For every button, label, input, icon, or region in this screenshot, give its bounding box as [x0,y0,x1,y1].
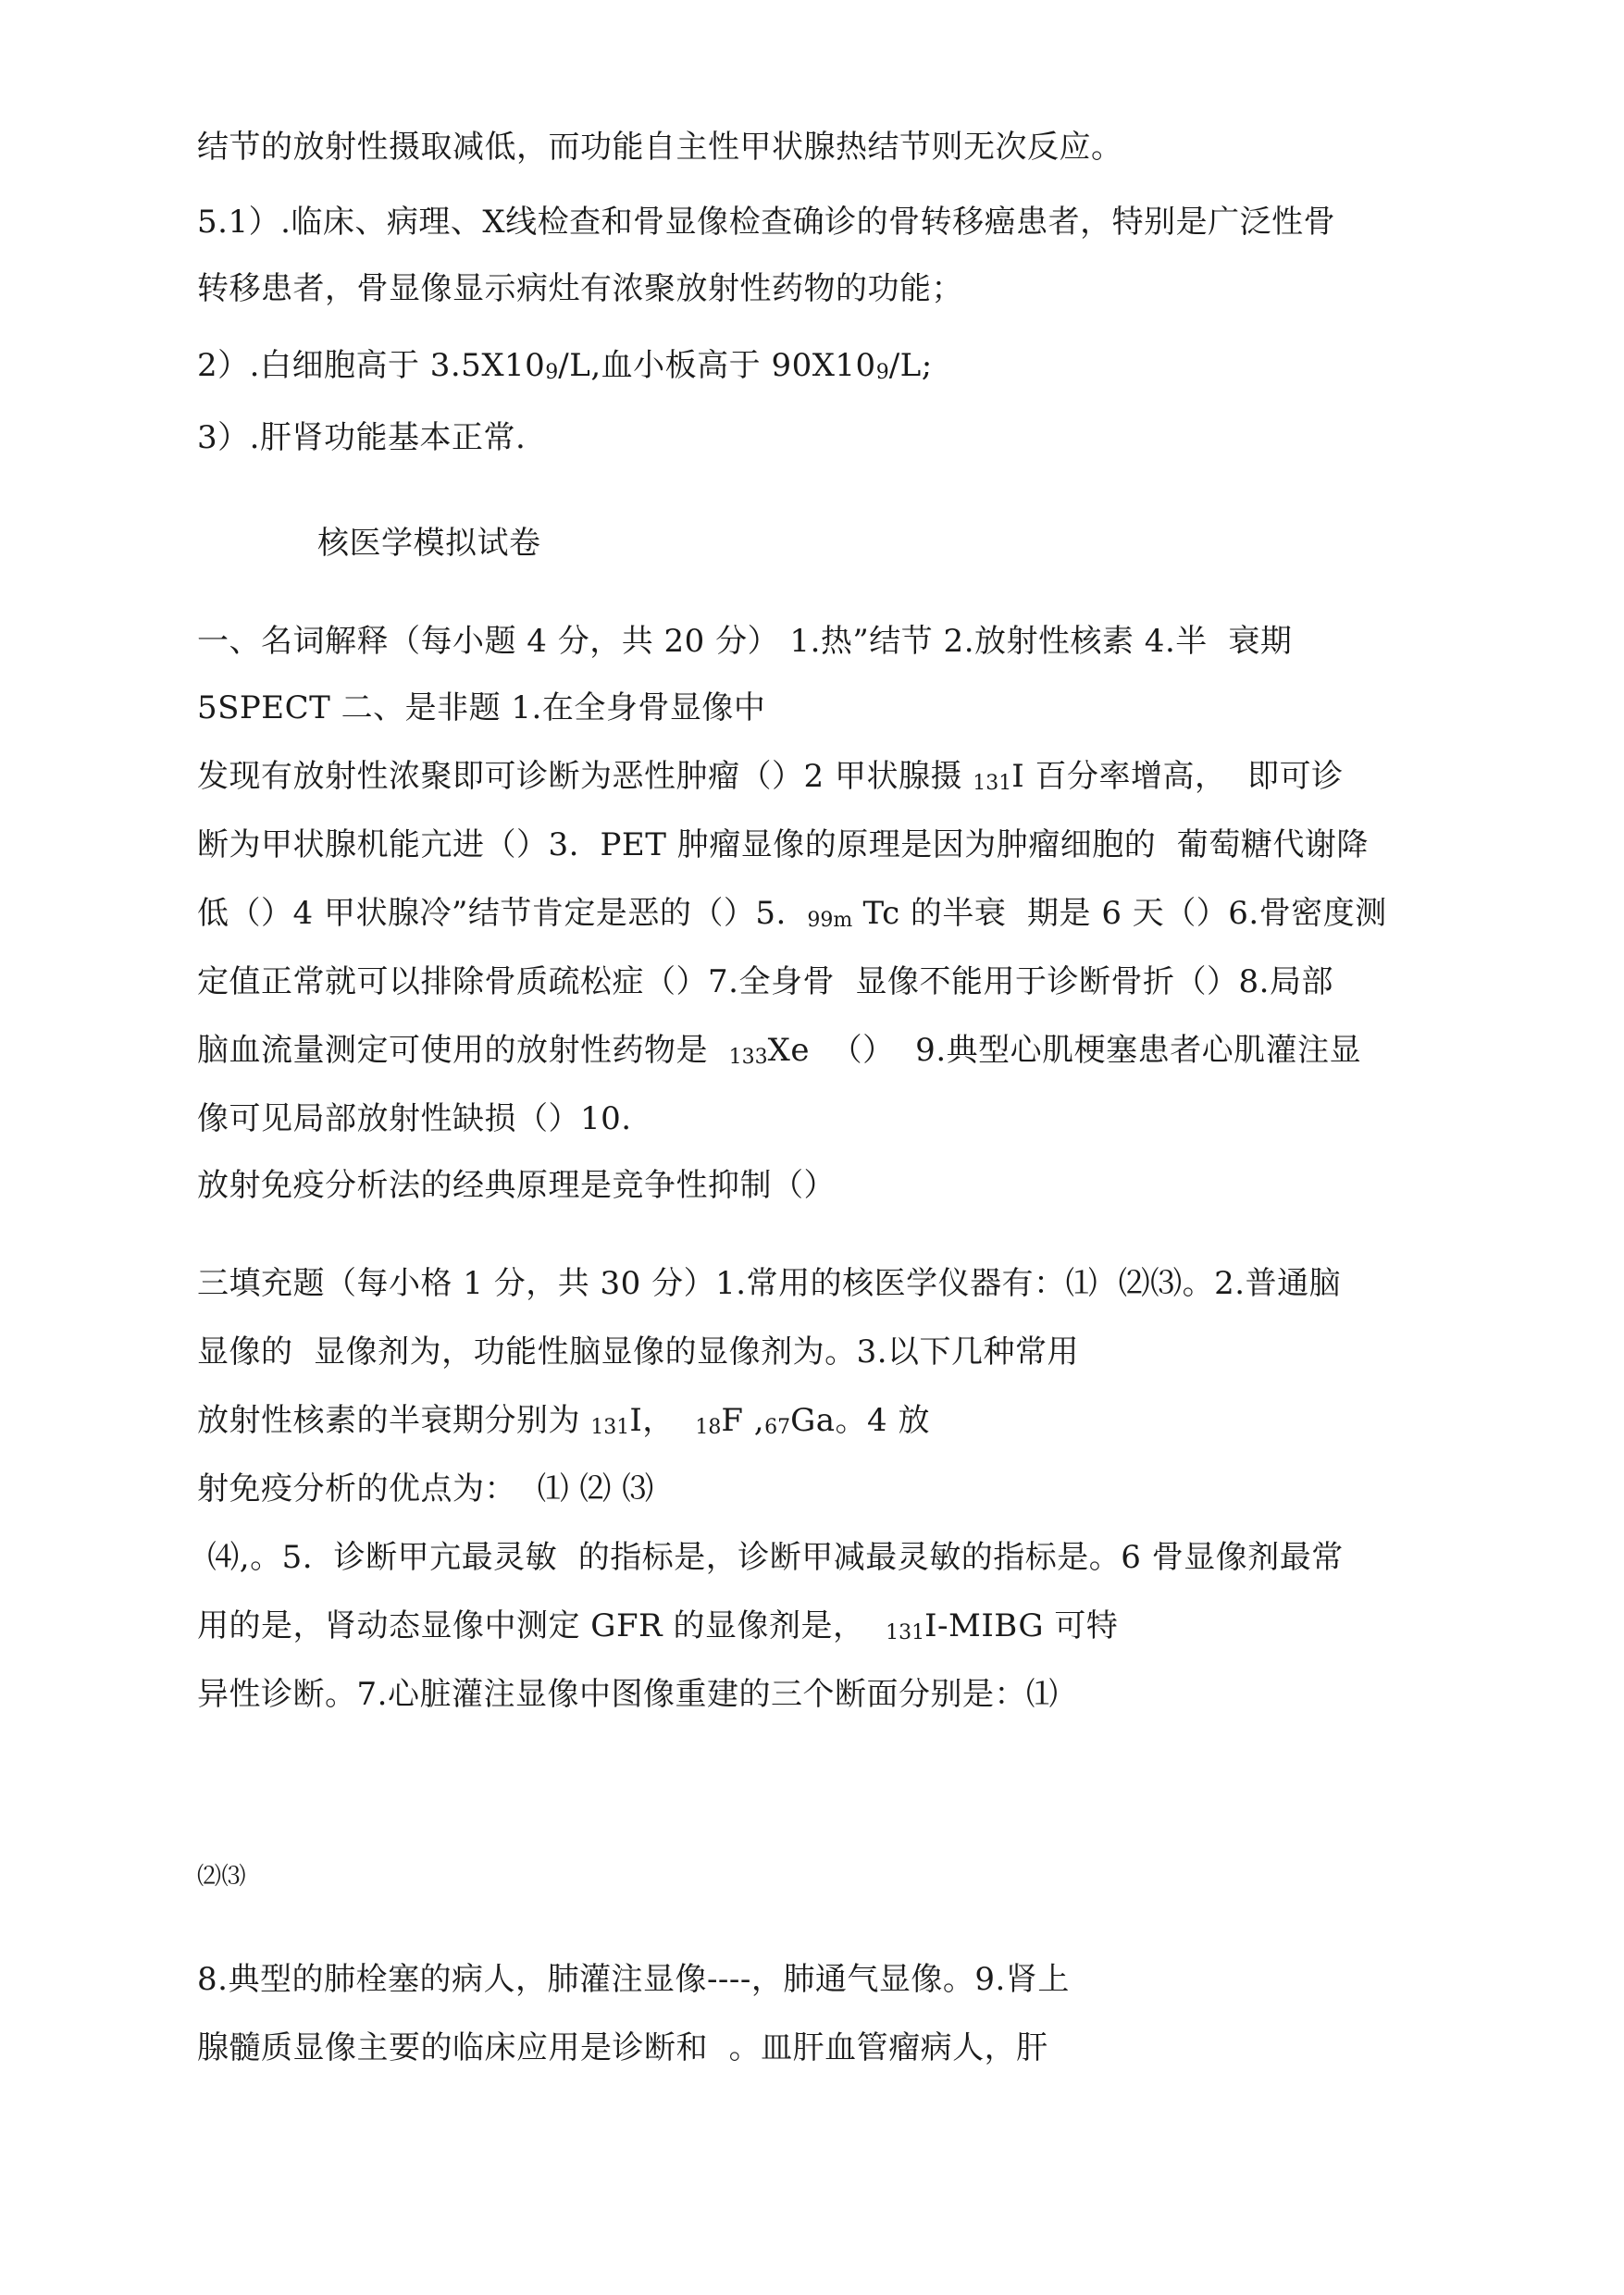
text-span: 射免疫分析的优点为： ⑴ ⑵ ⑶ [197,1470,654,1507]
text-span: F , [721,1402,765,1439]
section-title [317,523,541,564]
text-span: 断为甲状腺机能亢进（）3. PET 肿瘤显像的原理是因为肿瘤细胞的 葡萄糖代谢降 [197,826,1369,863]
text-span: 2）.白细胞高于 3.5X10 [197,347,546,384]
subscript: 18 [695,1416,722,1439]
text-span: /L,血小板高于 90X10 [558,347,876,384]
text-line [197,1332,1079,1372]
text-line [197,345,933,393]
text-span: Xe （） 9.典型心肌梗塞患者心肌灌注显 [767,1032,1362,1069]
text-span: 发现有放射性浓聚即可诊断为恶性肿瘤（）2 甲状腺摄 [197,758,973,795]
text-line [197,1606,1118,1654]
text-span: 一、名词解释（每小题 4 分，共 20 分） 1.热”结节 2.放射性核素 4.半 衰期 [197,623,1293,660]
text-span: 结节的放射性摄取减低，而功能自主性甲状腺热结节则无次反应。 [197,129,1123,166]
text-line [197,1400,930,1448]
text-span: ⑷,。5. 诊断甲亢最灵敏 的指标是，诊断甲减最灵敏的指标是。6 骨显像剂最常 [197,1539,1344,1576]
text-span: 8.典型的肺栓塞的病人，肺灌注显像----，肺通气显像。9.肾上 [197,1961,1070,1998]
subscript: 131 [973,772,1012,795]
text-line [197,825,1369,865]
text-span: 5SPECT 二、是非题 1.在全身骨显像中 [197,689,766,726]
subscript: 67 [764,1416,791,1439]
text-line [197,1537,1344,1578]
text-line [197,417,526,458]
text-line [197,1165,836,1206]
text-span: 异性诊断。7.心脏灌注显像中图像重建的三个断面分别是：⑴ [197,1676,1059,1713]
text-span: Ga。4 放 [790,1402,930,1439]
text-span: 3）.肝肾功能基本正常. [197,419,527,456]
text-span: 低（）4 甲状腺冷”结节肯定是恶的（）5. [197,895,808,932]
title-text: 核医学模拟试卷 [317,525,541,562]
subscript: 131 [590,1416,630,1439]
text-line [197,688,765,728]
text-span: I， [629,1402,696,1439]
subscript: 9 [545,361,559,384]
text-line [197,1959,1070,2000]
subscript: 9 [875,361,889,384]
text-line [197,202,1335,242]
subscript: 99m [807,909,853,932]
subscript: 133 [728,1046,768,1069]
text-span: 脑血流量测定可使用的放射性药物是 [197,1032,729,1069]
text-span: 放射性核素的半衰期分别为 [197,1402,591,1439]
text-line [197,756,1344,804]
text-span: 腺髓质显像主要的临床应用是诊断和 。皿肝血管瘤病人，肝 [197,2029,1048,2066]
text-line [197,1674,1058,1715]
text-span: 放射免疫分析法的经典原理是竞争性抑制（） [197,1167,836,1204]
text-span: 转移患者，骨显像显示病灶有浓聚放射性药物的功能； [197,270,963,307]
text-line [197,1030,1361,1078]
subscript: 131 [886,1621,925,1644]
text-line [197,268,963,309]
text-line [197,1854,246,1897]
text-span: 显像的 显像剂为，功能性脑显像的显像剂为。3.以下几种常用 [197,1334,1080,1371]
text-line [197,1098,632,1139]
text-span: I 百分率增高， 即可诊 [1011,758,1344,795]
text-line [197,1263,1341,1304]
text-span: 用的是，肾动态显像中测定 GFR 的显像剂是， [197,1607,886,1644]
text-line [197,893,1387,941]
text-span: Tc 的半衰 期是 6 天（）6.骨密度测 [852,895,1387,932]
text-span: /L; [888,347,933,384]
text-line [197,621,1292,662]
text-span: 5.1）.临床、病理、X线检查和骨显像检查确诊的骨转移癌患者，特别是广泛性骨 [197,204,1336,241]
text-span: ⑵⑶ [197,1863,247,1891]
text-line [197,1469,654,1509]
text-span: 像可见局部放射性缺损（）10. [197,1100,632,1137]
text-span: I-MIBG 可特 [924,1607,1119,1644]
text-span: 三填充题（每小格 1 分，共 30 分）1.常用的核医学仪器有：⑴ ⑵⑶。2.普通脑 [197,1265,1342,1302]
text-line [197,2028,1048,2068]
text-line [197,127,1123,167]
text-span: 定值正常就可以排除骨质疏松症（）7.全身骨 显像不能用于诊断骨折（）8.局部 [197,963,1333,1000]
text-line [197,961,1333,1002]
